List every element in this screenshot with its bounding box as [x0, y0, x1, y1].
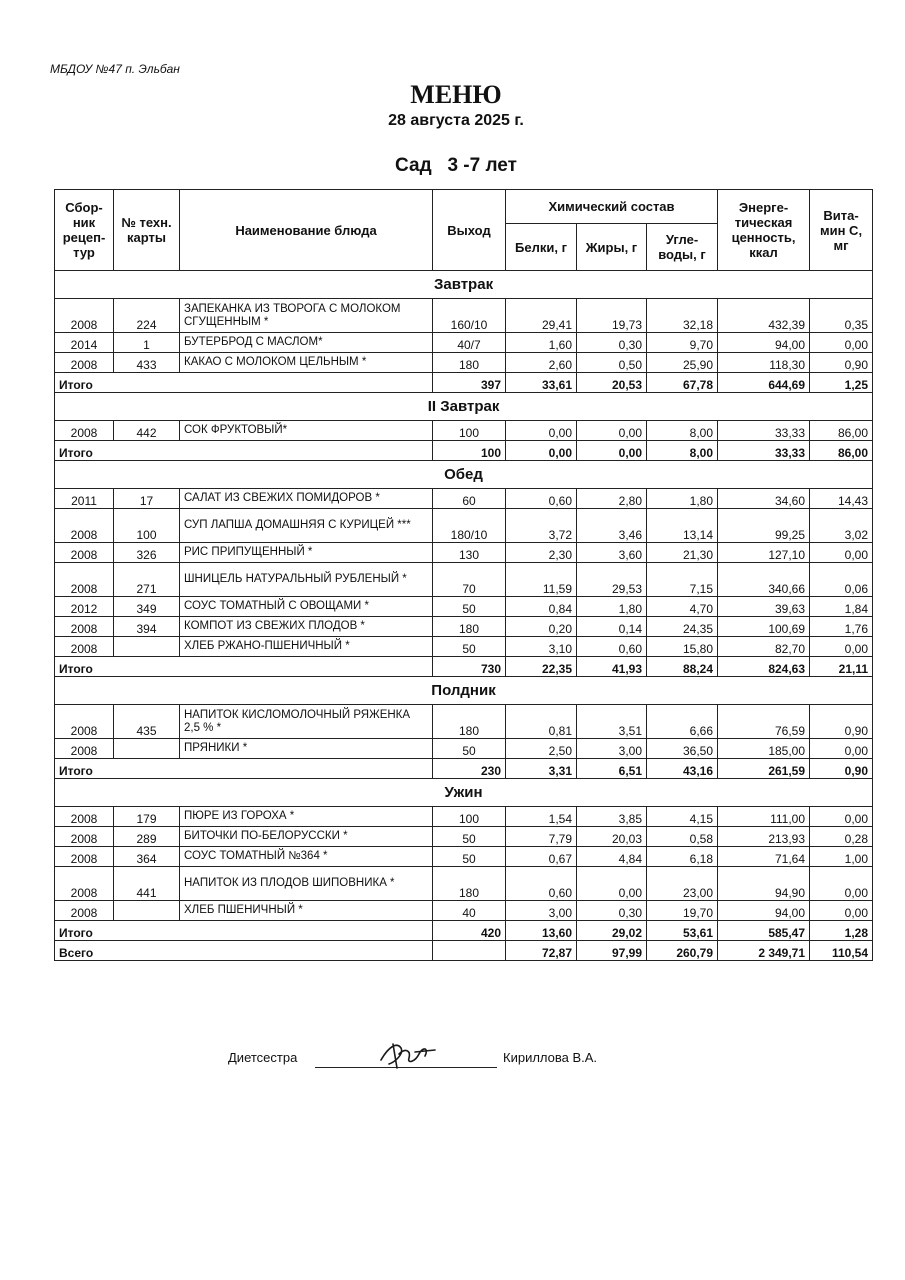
cell-fat: 2,80 [577, 489, 647, 509]
total-energy: 33,33 [718, 441, 810, 461]
cell-energy: 99,25 [718, 509, 810, 543]
cell-dish-name: ПЮРЕ ИЗ ГОРОХА * [180, 807, 433, 827]
cell-tech-card: 1 [114, 333, 180, 353]
cell-fat: 3,85 [577, 807, 647, 827]
table-row [55, 867, 873, 901]
cell-energy: 82,70 [718, 637, 810, 657]
total-carbs: 43,16 [647, 759, 718, 779]
cell-output: 180 [433, 867, 506, 901]
cell-tech-card: 441 [114, 867, 180, 901]
total-label: Итого [55, 921, 433, 941]
cell-fat: 0,00 [577, 421, 647, 441]
cell-tech-card: 394 [114, 617, 180, 637]
section-title: Ужин [55, 779, 873, 807]
total-protein: 33,61 [506, 373, 577, 393]
cell-dish-name: ХЛЕБ РЖАНО-ПШЕНИЧНЫЙ * [180, 637, 433, 657]
table-row [55, 739, 873, 759]
cell-tech-card [114, 901, 180, 921]
cell-output: 50 [433, 637, 506, 657]
cell-vitamin: 86,00 [810, 421, 873, 441]
cell-vitamin: 0,28 [810, 827, 873, 847]
cell-vitamin: 0,00 [810, 901, 873, 921]
cell-energy: 100,69 [718, 617, 810, 637]
cell-carbs: 1,80 [647, 489, 718, 509]
section-header-row [55, 271, 873, 299]
total-fat: 6,51 [577, 759, 647, 779]
table-row [55, 705, 873, 739]
cell-sbornik: 2008 [55, 421, 114, 441]
cell-dish-name: СОУС ТОМАТНЫЙ С ОВОЩАМИ * [180, 597, 433, 617]
cell-output: 100 [433, 421, 506, 441]
section-header-row [55, 779, 873, 807]
cell-fat: 0,50 [577, 353, 647, 373]
cell-carbs: 15,80 [647, 637, 718, 657]
cell-sbornik: 2008 [55, 637, 114, 657]
handwritten-signature [375, 1038, 445, 1070]
total-output: 420 [433, 921, 506, 941]
cell-protein: 0,60 [506, 489, 577, 509]
section-title: II Завтрак [55, 393, 873, 421]
cell-tech-card: 100 [114, 509, 180, 543]
cell-energy: 39,63 [718, 597, 810, 617]
table-row [55, 543, 873, 563]
cell-fat: 1,80 [577, 597, 647, 617]
table-row [55, 421, 873, 441]
cell-vitamin: 0,90 [810, 353, 873, 373]
cell-sbornik: 2008 [55, 563, 114, 597]
cell-sbornik: 2008 [55, 617, 114, 637]
cell-vitamin: 1,76 [810, 617, 873, 637]
total-output: 230 [433, 759, 506, 779]
cell-carbs: 9,70 [647, 333, 718, 353]
cell-vitamin: 0,35 [810, 299, 873, 333]
cell-carbs: 23,00 [647, 867, 718, 901]
cell-fat: 19,73 [577, 299, 647, 333]
grand-total-vitamin: 110,54 [810, 941, 873, 961]
cell-carbs: 4,70 [647, 597, 718, 617]
cell-energy: 185,00 [718, 739, 810, 759]
cell-tech-card [114, 739, 180, 759]
table-header [55, 190, 873, 271]
signature-role: Диетсестра [228, 1050, 298, 1065]
total-row [55, 373, 873, 393]
table-row [55, 807, 873, 827]
cell-tech-card: 17 [114, 489, 180, 509]
cell-fat: 3,46 [577, 509, 647, 543]
cell-carbs: 19,70 [647, 901, 718, 921]
cell-dish-name: РИС ПРИПУЩЕННЫЙ * [180, 543, 433, 563]
cell-protein: 29,41 [506, 299, 577, 333]
cell-fat: 0,30 [577, 901, 647, 921]
col-carbs-header: Угле-воды, г [647, 224, 718, 271]
total-output: 100 [433, 441, 506, 461]
cell-protein: 2,60 [506, 353, 577, 373]
cell-output: 100 [433, 807, 506, 827]
cell-energy: 111,00 [718, 807, 810, 827]
col-chem-composition-header: Химический состав [506, 190, 718, 224]
total-output: 397 [433, 373, 506, 393]
cell-carbs: 6,66 [647, 705, 718, 739]
grand-total-label: Всего [55, 941, 433, 961]
table-row [55, 597, 873, 617]
col-dish-name-header: Наименование блюда [180, 190, 433, 271]
cell-dish-name: СОУС ТОМАТНЫЙ №364 * [180, 847, 433, 867]
cell-energy: 127,10 [718, 543, 810, 563]
cell-output: 50 [433, 827, 506, 847]
cell-sbornik: 2008 [55, 847, 114, 867]
total-fat: 20,53 [577, 373, 647, 393]
section-title: Полдник [55, 677, 873, 705]
cell-protein: 1,60 [506, 333, 577, 353]
total-protein: 0,00 [506, 441, 577, 461]
cell-fat: 29,53 [577, 563, 647, 597]
cell-fat: 0,30 [577, 333, 647, 353]
cell-vitamin: 0,00 [810, 543, 873, 563]
cell-output: 180 [433, 617, 506, 637]
cell-energy: 118,30 [718, 353, 810, 373]
cell-sbornik: 2008 [55, 827, 114, 847]
cell-tech-card: 289 [114, 827, 180, 847]
total-label: Итого [55, 759, 433, 779]
cell-sbornik: 2008 [55, 353, 114, 373]
cell-output: 50 [433, 739, 506, 759]
total-carbs: 88,24 [647, 657, 718, 677]
total-protein: 3,31 [506, 759, 577, 779]
cell-sbornik: 2008 [55, 901, 114, 921]
table-row [55, 333, 873, 353]
cell-dish-name: СОК ФРУКТОВЫЙ* [180, 421, 433, 441]
organization-name: МБДОУ №47 п. Эльбан [50, 62, 180, 76]
cell-output: 40/7 [433, 333, 506, 353]
cell-dish-name: НАПИТОК КИСЛОМОЛОЧНЫЙ РЯЖЕНКА 2,5 % * [180, 705, 433, 739]
cell-sbornik: 2008 [55, 299, 114, 333]
cell-carbs: 7,15 [647, 563, 718, 597]
cell-fat: 3,51 [577, 705, 647, 739]
total-protein: 22,35 [506, 657, 577, 677]
total-row [55, 759, 873, 779]
total-output: 730 [433, 657, 506, 677]
col-protein-header: Белки, г [506, 224, 577, 271]
cell-protein: 3,72 [506, 509, 577, 543]
cell-fat: 3,00 [577, 739, 647, 759]
cell-dish-name: НАПИТОК ИЗ ПЛОДОВ ШИПОВНИКА * [180, 867, 433, 901]
grand-total-energy: 2 349,71 [718, 941, 810, 961]
cell-fat: 0,00 [577, 867, 647, 901]
cell-sbornik: 2011 [55, 489, 114, 509]
total-carbs: 67,78 [647, 373, 718, 393]
section-header-row [55, 677, 873, 705]
table-row [55, 901, 873, 921]
total-vitamin: 21,11 [810, 657, 873, 677]
grand-total-row [55, 941, 873, 961]
col-tech-card-header: № техн. карты [114, 190, 180, 271]
cell-fat: 4,84 [577, 847, 647, 867]
total-protein: 13,60 [506, 921, 577, 941]
cell-energy: 34,60 [718, 489, 810, 509]
cell-vitamin: 14,43 [810, 489, 873, 509]
cell-energy: 213,93 [718, 827, 810, 847]
cell-sbornik: 2008 [55, 807, 114, 827]
cell-dish-name: КАКАО С МОЛОКОМ ЦЕЛЬНЫМ * [180, 353, 433, 373]
cell-output: 70 [433, 563, 506, 597]
cell-energy: 33,33 [718, 421, 810, 441]
cell-energy: 94,90 [718, 867, 810, 901]
cell-fat: 0,60 [577, 637, 647, 657]
col-vitamin-header: Вита-мин С, мг [810, 190, 873, 271]
cell-energy: 94,00 [718, 333, 810, 353]
signature-block [0, 1038, 905, 1078]
cell-tech-card: 179 [114, 807, 180, 827]
cell-protein: 0,67 [506, 847, 577, 867]
total-label: Итого [55, 373, 433, 393]
cell-dish-name: ЗАПЕКАНКА ИЗ ТВОРОГА С МОЛОКОМ СГУЩЕННЫМ * [180, 299, 433, 333]
table-row [55, 509, 873, 543]
cell-protein: 2,50 [506, 739, 577, 759]
cell-dish-name: ШНИЦЕЛЬ НАТУРАЛЬНЫЙ РУБЛЕНЫЙ * [180, 563, 433, 597]
table-row [55, 353, 873, 373]
total-energy: 585,47 [718, 921, 810, 941]
col-fat-header: Жиры, г [577, 224, 647, 271]
cell-energy: 94,00 [718, 901, 810, 921]
section-header-row [55, 461, 873, 489]
cell-sbornik: 2014 [55, 333, 114, 353]
cell-vitamin: 0,06 [810, 563, 873, 597]
total-energy: 824,63 [718, 657, 810, 677]
cell-vitamin: 3,02 [810, 509, 873, 543]
cell-carbs: 32,18 [647, 299, 718, 333]
cell-energy: 71,64 [718, 847, 810, 867]
total-vitamin: 1,28 [810, 921, 873, 941]
table-row [55, 827, 873, 847]
cell-vitamin: 0,00 [810, 807, 873, 827]
total-fat: 0,00 [577, 441, 647, 461]
cell-output: 40 [433, 901, 506, 921]
section-title: Завтрак [55, 271, 873, 299]
cell-output: 160/10 [433, 299, 506, 333]
cell-carbs: 25,90 [647, 353, 718, 373]
table-row [55, 299, 873, 333]
grand-total-output [433, 941, 506, 961]
cell-protein: 0,81 [506, 705, 577, 739]
cell-fat: 20,03 [577, 827, 647, 847]
cell-dish-name: ПРЯНИКИ * [180, 739, 433, 759]
age-group: Сад 3 -7 лет [395, 155, 517, 176]
total-fat: 29,02 [577, 921, 647, 941]
total-label: Итого [55, 441, 433, 461]
cell-carbs: 36,50 [647, 739, 718, 759]
table-row [55, 617, 873, 637]
cell-vitamin: 1,84 [810, 597, 873, 617]
cell-carbs: 6,18 [647, 847, 718, 867]
cell-vitamin: 0,90 [810, 705, 873, 739]
total-row [55, 657, 873, 677]
cell-dish-name: ХЛЕБ ПШЕНИЧНЫЙ * [180, 901, 433, 921]
total-energy: 644,69 [718, 373, 810, 393]
cell-tech-card: 364 [114, 847, 180, 867]
grand-total-protein: 72,87 [506, 941, 577, 961]
cell-tech-card: 349 [114, 597, 180, 617]
total-carbs: 53,61 [647, 921, 718, 941]
cell-vitamin: 0,00 [810, 333, 873, 353]
cell-sbornik: 2008 [55, 543, 114, 563]
cell-carbs: 0,58 [647, 827, 718, 847]
total-vitamin: 0,90 [810, 759, 873, 779]
cell-protein: 11,59 [506, 563, 577, 597]
cell-dish-name: БУТЕРБРОД С МАСЛОМ* [180, 333, 433, 353]
cell-output: 180/10 [433, 509, 506, 543]
document-title: МЕНЮ [410, 80, 502, 109]
col-sbornik-header: Сбор-ник рецеп-тур [55, 190, 114, 271]
cell-tech-card: 271 [114, 563, 180, 597]
cell-dish-name: СУП ЛАПША ДОМАШНЯЯ С КУРИЦЕЙ *** [180, 509, 433, 543]
cell-dish-name: САЛАТ ИЗ СВЕЖИХ ПОМИДОРОВ * [180, 489, 433, 509]
cell-dish-name: БИТОЧКИ ПО-БЕЛОРУССКИ * [180, 827, 433, 847]
cell-fat: 0,14 [577, 617, 647, 637]
cell-carbs: 4,15 [647, 807, 718, 827]
cell-tech-card: 442 [114, 421, 180, 441]
cell-output: 180 [433, 705, 506, 739]
cell-output: 130 [433, 543, 506, 563]
menu-table [54, 189, 873, 961]
table-row [55, 637, 873, 657]
cell-protein: 0,00 [506, 421, 577, 441]
total-vitamin: 1,25 [810, 373, 873, 393]
cell-protein: 3,10 [506, 637, 577, 657]
cell-output: 50 [433, 847, 506, 867]
signature-name: Кириллова В.А. [503, 1050, 598, 1065]
cell-carbs: 8,00 [647, 421, 718, 441]
cell-protein: 0,84 [506, 597, 577, 617]
cell-sbornik: 2008 [55, 867, 114, 901]
total-vitamin: 86,00 [810, 441, 873, 461]
cell-carbs: 21,30 [647, 543, 718, 563]
table-row [55, 489, 873, 509]
total-row [55, 921, 873, 941]
cell-protein: 0,60 [506, 867, 577, 901]
cell-protein: 0,20 [506, 617, 577, 637]
section-title: Обед [55, 461, 873, 489]
cell-carbs: 13,14 [647, 509, 718, 543]
total-energy: 261,59 [718, 759, 810, 779]
cell-sbornik: 2008 [55, 739, 114, 759]
cell-tech-card [114, 637, 180, 657]
document-date: 28 августа 2025 г. [388, 112, 524, 129]
total-fat: 41,93 [577, 657, 647, 677]
cell-energy: 76,59 [718, 705, 810, 739]
cell-fat: 3,60 [577, 543, 647, 563]
grand-total-carbs: 260,79 [647, 941, 718, 961]
cell-protein: 1,54 [506, 807, 577, 827]
total-row [55, 441, 873, 461]
total-label: Итого [55, 657, 433, 677]
section-header-row [55, 393, 873, 421]
cell-protein: 2,30 [506, 543, 577, 563]
cell-output: 180 [433, 353, 506, 373]
cell-vitamin: 0,00 [810, 867, 873, 901]
cell-protein: 7,79 [506, 827, 577, 847]
cell-output: 50 [433, 597, 506, 617]
cell-vitamin: 0,00 [810, 739, 873, 759]
cell-protein: 3,00 [506, 901, 577, 921]
table-row [55, 563, 873, 597]
cell-tech-card: 435 [114, 705, 180, 739]
cell-energy: 340,66 [718, 563, 810, 597]
cell-tech-card: 326 [114, 543, 180, 563]
cell-output: 60 [433, 489, 506, 509]
cell-tech-card: 433 [114, 353, 180, 373]
cell-sbornik: 2012 [55, 597, 114, 617]
col-energy-header: Энерге-тическая ценность, ккал [718, 190, 810, 271]
cell-vitamin: 0,00 [810, 637, 873, 657]
cell-sbornik: 2008 [55, 705, 114, 739]
cell-sbornik: 2008 [55, 509, 114, 543]
col-output-header: Выход [433, 190, 506, 271]
table-row [55, 847, 873, 867]
cell-vitamin: 1,00 [810, 847, 873, 867]
cell-carbs: 24,35 [647, 617, 718, 637]
cell-tech-card: 224 [114, 299, 180, 333]
cell-energy: 432,39 [718, 299, 810, 333]
grand-total-fat: 97,99 [577, 941, 647, 961]
cell-dish-name: КОМПОТ ИЗ СВЕЖИХ ПЛОДОВ * [180, 617, 433, 637]
table-body [55, 271, 873, 961]
total-carbs: 8,00 [647, 441, 718, 461]
